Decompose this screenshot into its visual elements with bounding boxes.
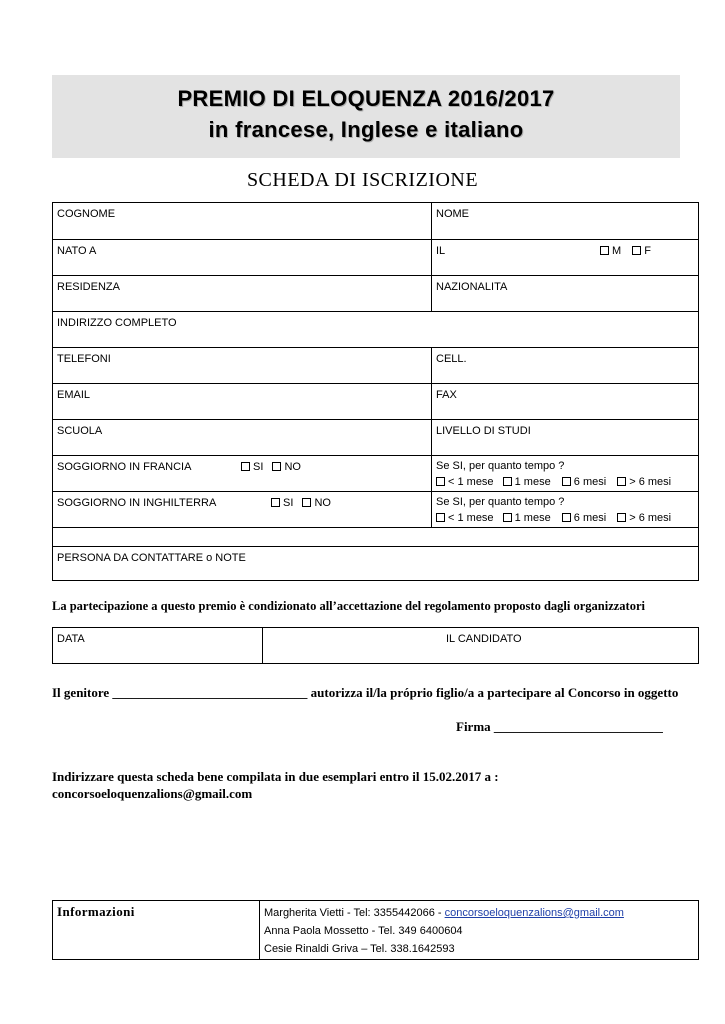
data-field[interactable] <box>53 628 262 663</box>
francia-si-label: SI <box>253 461 264 473</box>
candidato-field[interactable] <box>262 628 698 663</box>
row-persona <box>53 547 698 580</box>
row-scuola <box>53 420 698 456</box>
inghilterra-1-label: 1 mese <box>514 512 551 524</box>
soggiorno-inghilterra-label: SOGGIORNO IN INGHILTERRA <box>57 497 217 509</box>
inghilterra-6-label: 6 mesi <box>573 512 607 524</box>
persona-label: PERSONA DA CONTATTARE o NOTE <box>57 552 246 564</box>
checkbox-francia-no[interactable] <box>272 462 281 471</box>
indirizzo-label: INDIRIZZO COMPLETO <box>57 317 177 329</box>
cell-label: CELL. <box>436 353 467 365</box>
checkbox-inghilterra-6[interactable] <box>562 513 571 522</box>
nato-a-field[interactable] <box>53 240 431 275</box>
checkbox-francia-si[interactable] <box>241 462 250 471</box>
sex-m-label: M <box>612 245 622 257</box>
checkbox-inghilterra-gt6[interactable] <box>617 513 626 522</box>
indirizzare-email: concorsoeloquenzalions@gmail.com <box>52 786 253 801</box>
contact-vietti: Margherita Vietti - Tel: 3355442066 - <box>264 907 442 919</box>
inghilterra-no-label: NO <box>314 497 331 509</box>
row-spacer <box>53 528 698 547</box>
livello-field[interactable] <box>431 420 699 455</box>
firma-line: Firma __________________________ <box>456 719 663 734</box>
row-nato-il <box>53 240 698 276</box>
soggiorno-francia-field <box>53 456 431 491</box>
checkbox-inghilterra-1[interactable] <box>503 513 512 522</box>
francia-gt6-label: > 6 mesi <box>629 476 672 488</box>
francia-6-label: 6 mesi <box>573 476 607 488</box>
inghilterra-duration-field <box>431 492 699 527</box>
row-cognome-nome <box>53 203 698 240</box>
soggiorno-inghilterra-field <box>53 492 431 527</box>
francia-lt1-label: < 1 mese <box>448 476 494 488</box>
checkbox-inghilterra-si[interactable] <box>271 498 280 507</box>
checkbox-francia-lt1[interactable] <box>436 477 445 486</box>
row-email <box>53 384 698 420</box>
checkbox-f[interactable] <box>632 246 641 255</box>
signature-table <box>52 627 699 664</box>
nazionalita-label: NAZIONALITA <box>436 281 508 293</box>
inghilterra-gt6-label: > 6 mesi <box>629 512 672 524</box>
checkbox-francia-1[interactable] <box>503 477 512 486</box>
title-banner <box>52 75 680 158</box>
info-contacts <box>259 901 698 959</box>
row-telefoni <box>53 348 698 384</box>
residenza-label: RESIDENZA <box>57 281 120 293</box>
contact-griva: Cesie Rinaldi Griva – Tel. 338.1642593 <box>264 943 455 955</box>
residenza-field[interactable] <box>53 276 431 311</box>
nato-a-label: NATO A <box>57 245 97 257</box>
il-label: IL <box>436 245 446 257</box>
row-soggiorno-francia <box>53 456 698 492</box>
soggiorno-francia-label: SOGGIORNO IN FRANCIA <box>57 461 192 473</box>
scuola-field[interactable] <box>53 420 431 455</box>
email-label: EMAIL <box>57 389 91 401</box>
candidato-label: IL CANDIDATO <box>446 633 522 645</box>
checkbox-francia-gt6[interactable] <box>617 477 626 486</box>
cognome-field[interactable] <box>53 203 431 239</box>
nazionalita-field[interactable] <box>431 276 699 311</box>
row-soggiorno-inghilterra <box>53 492 698 528</box>
page-subtitle-languages: in francese, Inglese e italiano <box>208 117 524 142</box>
persona-field[interactable] <box>53 547 698 580</box>
inghilterra-si-label: SI <box>283 497 294 509</box>
checkbox-m[interactable] <box>600 246 609 255</box>
row-residenza <box>53 276 698 312</box>
indirizzo-field[interactable] <box>53 312 698 347</box>
cell-field[interactable] <box>431 348 699 383</box>
registration-form <box>52 202 699 581</box>
form-heading: SCHEDA DI ISCRIZIONE <box>246 169 479 191</box>
scuola-label: SCUOLA <box>57 425 103 437</box>
sex-f-label: F <box>644 245 651 257</box>
email-field[interactable] <box>53 384 431 419</box>
livello-label: LIVELLO DI STUDI <box>436 425 531 437</box>
telefoni-label: TELEFONI <box>57 353 111 365</box>
row-indirizzo <box>53 312 698 348</box>
nome-field[interactable] <box>431 203 699 239</box>
checkbox-francia-6[interactable] <box>562 477 571 486</box>
info-table <box>52 900 699 960</box>
inghilterra-lt1-label: < 1 mese <box>448 512 494 524</box>
indirizzare-text: Indirizzare questa scheda bene compilata in due esemplari entro il 15.02.2017 a : <box>52 769 499 784</box>
checkbox-inghilterra-lt1[interactable] <box>436 513 445 522</box>
inghilterra-quanto-tempo-label: Se SI, per quanto tempo ? <box>436 496 565 508</box>
francia-no-label: NO <box>284 461 301 473</box>
checkbox-inghilterra-no[interactable] <box>302 498 311 507</box>
conditions-text: La partecipazione a questo premio è condizionato all’accettazione del regolamento proposto dagli organizzatori <box>52 599 645 613</box>
contact-email-link[interactable]: concorsoeloquenzalions@gmail.com <box>444 907 624 919</box>
fax-label: FAX <box>436 389 457 401</box>
il-field[interactable] <box>431 240 699 275</box>
francia-duration-field <box>431 456 699 491</box>
data-label: DATA <box>57 633 85 645</box>
francia-quanto-tempo-label: Se SI, per quanto tempo ? <box>436 460 565 472</box>
page-title: PREMIO DI ELOQUENZA 2016/2017 <box>177 86 555 111</box>
contact-mossetto: Anna Paola Mossetto - Tel. 349 6400604 <box>264 925 463 937</box>
nome-label: NOME <box>436 208 469 220</box>
cognome-label: COGNOME <box>57 208 116 220</box>
francia-1-label: 1 mese <box>514 476 551 488</box>
telefoni-field[interactable] <box>53 348 431 383</box>
info-label: Informazioni <box>57 904 135 919</box>
genitore-text: Il genitore ______________________________ autorizza il/la próprio figlio/a a partecipare al Concorso in oggetto <box>52 685 679 700</box>
fax-field[interactable] <box>431 384 699 419</box>
